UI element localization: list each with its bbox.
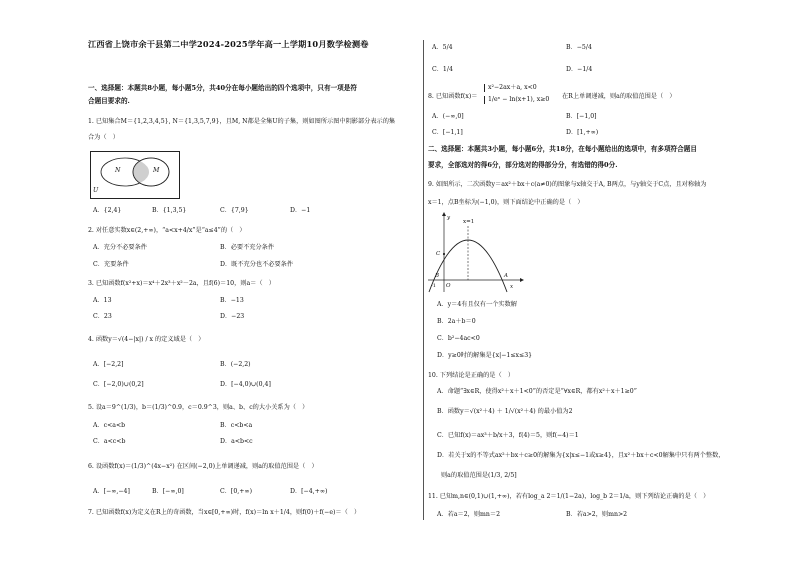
q8-option-d: D．[1,+∞) <box>566 129 599 136</box>
q8-option-c: C．[−1,1] <box>432 129 463 136</box>
parabola-graph <box>426 212 526 298</box>
q6-option-c: C．[0,+∞) <box>220 488 252 495</box>
q10-option-d: D．若关于x的不等式ax²＋bx＋c≥0的解集为{x|x≤−1或x≥4}，且x²＋bx＋c<0解集中只有两个整数， <box>437 452 725 459</box>
q4-option-c: C．[−2,0)∪(0,2] <box>93 381 144 388</box>
question-4: 4. 函数y＝√(4−|x|) / x 的定义域是（ ） <box>88 336 205 343</box>
point-c-label: C <box>436 251 441 257</box>
q8-option-a: A．(−∞,0] <box>432 113 464 120</box>
question-1: 1. 已知集合M＝{1,2,3,4,5}, N＝{1,3,5,7,9}，且M, N都是全集U的子集，则如图所示图中阴影部分表示的集 <box>88 118 396 125</box>
question-9-cont: x＝1，点B坐标为(−1,0)，则下面结论中正确的是（ ） <box>428 199 584 206</box>
question-11: 11. 已知m,n∈(0,1)∪(1,+∞)，若有log_a 2＝1/(1−2a)，log_b 2＝1/a，则下列结论正确的是（ ） <box>428 493 710 500</box>
column-divider <box>423 40 424 520</box>
q2-option-b: B．必要不充分条件 <box>220 244 275 251</box>
q10-option-b: B．函数y＝√(x²＋4) ＋ 1/√(x²＋4) 的最小值为2 <box>437 408 573 415</box>
q4-option-d: D．[−4,0)∪(0,4] <box>220 381 271 388</box>
q5-option-c: C．a<c<b <box>93 438 126 445</box>
y-axis-label: y <box>447 215 451 221</box>
q9-option-d: D．y≥0时的解集是{x|−1≤x≤3} <box>437 352 533 359</box>
q8-option-b: B．[−1,0] <box>566 113 597 120</box>
q8-piece-1: x²−2ax＋a, x<0 <box>484 84 537 92</box>
q11-option-b: B．若a>2，则mn>2 <box>566 511 628 518</box>
point-a-label: A <box>504 273 508 279</box>
point-c <box>443 253 445 255</box>
q5-option-a: A．c<a<b <box>93 422 126 429</box>
q10-option-d-cont: 则a的取值范围是(1/3, 2/5] <box>441 472 517 479</box>
q3-option-b: B．−13 <box>220 297 244 304</box>
q9-option-a: A．y＝4有且仅有一个实数解 <box>437 301 517 308</box>
question-5: 5. 设a＝9^(1/3)，b＝(1/3)^0.9，c＝0.9^3，则a、b、c的大小关系为（ ） <box>88 404 309 411</box>
q2-option-a: A．充分不必要条件 <box>93 244 147 251</box>
symmetry-axis-label: x=1 <box>463 219 475 225</box>
venn-label-u: U <box>93 187 99 194</box>
question-7: 7. 已知函数f(x)为定义在R上的奇函数，当x∈[0,+∞)时，f(x)＝ln x＋1/4，则f(0)＋f(−e)＝（ ） <box>88 509 361 516</box>
q7-option-d: D．−1/4 <box>566 66 593 73</box>
q1-option-d: D．−1 <box>290 207 311 214</box>
q2-option-c: C．充要条件 <box>93 261 129 268</box>
section2-heading-cont: 要求，全部选对的得6分，部分选对的得部分分，有选错的得0分. <box>428 161 618 169</box>
q9-option-c: C．b²−4ac<0 <box>437 335 480 342</box>
point-b-label: B <box>435 273 440 279</box>
origin-label: O <box>446 283 451 289</box>
venn-label-m: M <box>153 167 160 174</box>
question-8-cont: 在R上单调递减，则a的取值范围是（ ） <box>562 93 676 100</box>
q10-option-c: C．已知f(x)＝ax³＋b/x＋3，f(4)＝5，则f(−4)＝1 <box>437 432 579 439</box>
q9-option-b: B．2a＋b＝0 <box>437 318 476 325</box>
q2-option-d: D．既不充分也不必要条件 <box>220 261 294 268</box>
section1-heading-cont: 合题目要求的. <box>88 97 130 105</box>
section1-heading: 一、选择题：本题共8小题，每小题5分，共40分在每小题给出的四个选项中，只有一项是符 <box>88 84 357 92</box>
x-axis-label: x <box>510 284 514 290</box>
q1-option-c: C．{7,9} <box>220 207 249 214</box>
q7-option-b: B．−5/4 <box>566 44 592 51</box>
q6-option-d: D．[−4,+∞) <box>290 488 328 495</box>
q4-option-a: A．[−2,2] <box>93 361 124 368</box>
q3-option-d: D．−23 <box>220 313 245 320</box>
q6-option-a: A．[−∞,−4] <box>93 488 130 495</box>
venn-label-n: N <box>115 167 121 174</box>
q11-option-a: A．若a＝2，则mn＝2 <box>437 511 501 518</box>
question-2: 2. 对任意实数x∈(2,+∞)，“a<x+4/x”是“a≤4”的（ ） <box>88 227 246 234</box>
question-3: 3. 已知函数f(x²+x)＝x⁴＋2x³＋x²－2a，且f(6)＝10，则a＝（ ） <box>88 280 275 287</box>
question-6: 6. 设函数f(x)＝(1/3)^(4x−x²) 在区间(−2,0)上单调递减，则a的取值范围是（ ） <box>88 463 318 470</box>
section2-heading: 二、选择题：本题共3小题，每小题6分，共18分，在每小题给出的选项中，有多项符合题目 <box>428 145 697 153</box>
neg-one-label: -1 <box>431 283 436 289</box>
q3-option-c: C．23 <box>93 313 112 320</box>
venn-diagram <box>90 151 180 199</box>
question-10: 10. 下列结论是正确的是（ ） <box>428 372 515 379</box>
q6-option-b: B．[−∞,0] <box>152 488 184 495</box>
q7-option-a: A．5/4 <box>432 44 453 51</box>
q3-option-a: A．13 <box>93 297 112 304</box>
question-1-cont: 合为（ ） <box>88 134 119 141</box>
q10-option-a: A．命题“∃x∈R，使得x²＋x＋1<0”的否定是“∀x∈R，都有x²＋x＋1≥0” <box>437 388 637 395</box>
q7-option-c: C．1/4 <box>432 66 453 73</box>
q4-option-b: B．(−2,2) <box>220 361 251 368</box>
q5-option-d: D．a<b<c <box>220 438 253 445</box>
q1-option-a: A．{2,4} <box>93 207 122 214</box>
q1-option-b: B．{1,3,5} <box>152 207 187 214</box>
q5-option-b: B．c<b<a <box>220 422 253 429</box>
q8-piece-2: 1/eˣ − ln(x+1), x≥0 <box>484 96 549 104</box>
question-8: 8. 已知函数f(x)＝ <box>428 93 478 100</box>
page-title: 江西省上饶市余干县第二中学2024-2025学年高一上学期10月数学检测卷 <box>88 39 369 49</box>
question-9: 9. 如图所示，二次函数y＝ax²＋bx＋c(a≠0)的图象与x轴交于A, B两点，与y轴交于C点，且对称轴为 <box>428 181 707 188</box>
